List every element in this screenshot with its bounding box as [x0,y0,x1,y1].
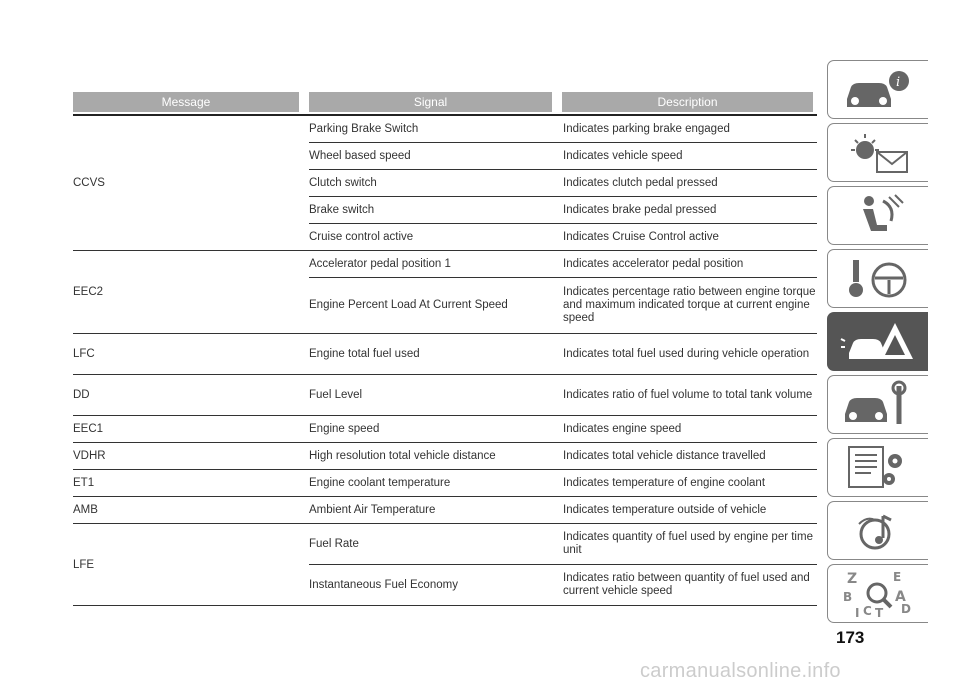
page-number: 173 [836,628,865,647]
tab-car-service[interactable] [827,375,928,434]
table-row [309,443,817,469]
table-group-lfe [73,524,817,606]
signal-cell: Clutch switch [309,176,377,189]
tab-seat-airbag[interactable] [827,186,928,245]
signals-table [73,92,817,606]
message-cell: EEC1 [73,423,104,435]
signal-cell: Engine speed [309,422,380,435]
car-service-wrench-icon [839,380,917,430]
seat-airbag-icon [839,191,917,241]
signal-cell: Fuel Level [309,388,363,401]
signal-cell: Parking Brake Switch [309,122,419,135]
table-row [309,416,817,442]
message-cell: EEC2 [73,286,104,298]
description-cell: Indicates ratio of fuel volume to total tank volume [563,388,813,401]
description-cell: Indicates quantity of fuel used by engine per time unit [563,531,813,556]
table-group-dd [73,375,817,416]
svg-text:i: i [896,74,901,90]
tab-multimedia[interactable] [827,501,928,560]
message-cell: CCVS [73,177,105,189]
table-row [309,224,817,250]
table-group-et1 [73,470,817,497]
tab-tech-data[interactable] [827,438,928,497]
alphabetical-index-icon [839,569,917,619]
table-header [73,92,817,112]
svg-text:D: D [901,601,911,616]
table-group-lfc [73,334,817,375]
message-cell: ET1 [73,477,95,489]
table-group-eec2 [73,251,817,334]
table-row [309,278,817,333]
table-row [309,251,817,278]
signal-cell: Instantaneous Fuel Economy [309,578,458,591]
header-message: Message [73,92,299,112]
tab-car-info[interactable] [827,60,928,119]
watermark: carmanualsonline.info [640,660,841,682]
signal-cell: Engine coolant temperature [309,476,451,489]
description-cell: Indicates total vehicle distance travelled [563,449,766,462]
description-cell: Indicates parking brake engaged [563,122,730,135]
table-group-eec1 [73,416,817,443]
message-cell: VDHR [73,450,106,462]
table-group-amb [73,497,817,524]
table-row [309,375,817,415]
tab-emergency[interactable] [827,312,928,371]
table-row [309,334,817,374]
signal-cell: Brake switch [309,203,375,216]
description-cell: Indicates ratio between quantity of fuel used and current vehicle speed [563,572,810,597]
warning-lights-icon [839,128,917,178]
tab-key-steering[interactable] [827,249,928,308]
svg-text:B: B [843,589,853,604]
message-cell: LFE [73,558,95,571]
description-cell: Indicates temperature outside of vehicle [563,503,767,516]
signal-cell: Ambient Air Temperature [309,503,436,516]
table-group-vdhr [73,443,817,470]
tech-data-gear-icon [839,443,917,493]
signal-cell: Engine total fuel used [309,347,420,360]
signal-cell: Accelerator pedal position 1 [309,257,451,270]
description-cell: Indicates Cruise Control active [563,230,719,243]
tab-warning-lights[interactable] [827,123,928,182]
description-cell: Indicates percentage ratio between engine torque and maximum indicated torque at current engine speed [563,286,816,324]
svg-text:T: T [875,605,884,619]
table-row [309,197,817,224]
table-row [309,497,817,523]
description-cell: Indicates brake pedal pressed [563,203,717,216]
signal-cell: High resolution total vehicle distance [309,449,496,462]
description-cell: Indicates clutch pedal pressed [563,176,718,189]
hazard-triangle-icon [839,317,917,367]
tab-index[interactable] [827,564,928,623]
key-steering-wheel-icon [839,254,917,304]
description-cell: Indicates accelerator pedal position [563,257,744,270]
header-description: Description [562,92,813,112]
description-cell: Indicates vehicle speed [563,149,683,162]
table-row [309,565,817,605]
table-row [309,470,817,496]
signal-cell: Cruise control active [309,230,414,243]
table-group-ccvs [73,116,817,251]
svg-text:I: I [855,605,860,619]
message-cell: AMB [73,504,98,516]
multimedia-note-icon [839,506,917,556]
svg-text:E: E [893,569,902,584]
signal-cell: Engine Percent Load At Current Speed [309,299,508,311]
signal-cell: Wheel based speed [309,149,411,162]
description-cell: Indicates engine speed [563,422,682,435]
svg-text:Z: Z [847,570,858,587]
table-row [309,143,817,170]
message-cell: LFC [73,348,95,360]
description-cell: Indicates total fuel used during vehicle operation [563,347,810,360]
car-info-icon [839,65,917,115]
description-cell: Indicates temperature of engine coolant [563,476,766,489]
signal-cell: Fuel Rate [309,537,359,550]
chapter-tabs [827,60,928,627]
header-signal: Signal [309,92,552,112]
table-row [309,170,817,197]
message-cell: DD [73,389,90,401]
table-row [309,116,817,143]
table-row [309,524,817,565]
svg-text:C: C [863,603,872,618]
svg-text:A: A [895,588,906,605]
